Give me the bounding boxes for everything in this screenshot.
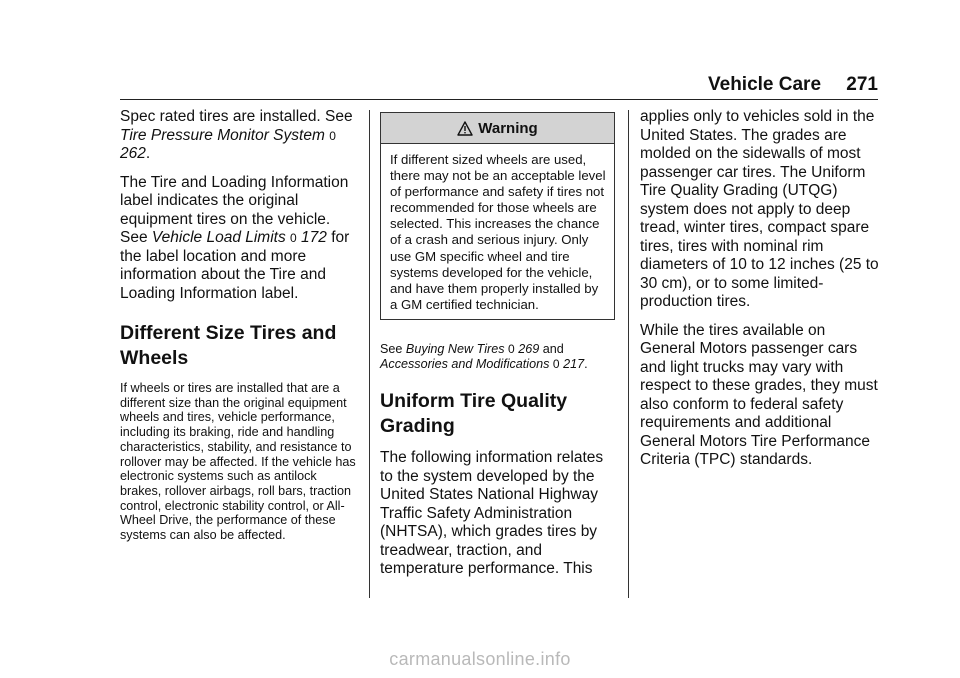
warning-header [381,113,614,144]
section-title: Vehicle Care [708,74,822,95]
paragraph-tire-loading: The Tire and Loading Information label indicates the original equipment tires on the vehicle. See Vehicle Load Limits 0 172 for the label location and more information about the Tire and Loading Information label. [120,173,350,302]
warning-box [380,112,615,320]
paragraph-utqg: The following information relates to the system developed by the United States National Highway Traffic Safety Administration (NHTSA), which grades tires by treadwear, traction, and temperature performance. This [380,449,604,578]
warning-triangle-icon [457,121,473,136]
page-ref-icon: 0 [508,341,515,356]
paragraph-see-also: See Buying New Tires 0 269 and Accessories and Modifications 0 217. [380,341,588,371]
link-buying-new-tires[interactable]: Buying New Tires [405,341,505,356]
heading-utqg: Uniform Tire Quality Grading [380,390,568,438]
column-1 [120,108,358,553]
page-ref-172[interactable]: 172 [301,229,327,246]
page-ref-217[interactable]: 217 [563,356,585,371]
page-ref-269[interactable]: 269 [518,341,540,356]
column-2 [380,108,615,589]
paragraph-spec-rated: Spec rated tires are installed. See Tire Pressure Monitor System 0 262. [120,108,353,162]
link-vehicle-load-limits[interactable]: Vehicle Load Limits [151,229,286,246]
page-header [708,70,878,98]
column-divider-1 [369,110,370,598]
header-rule [120,99,878,100]
page-number: 271 [846,74,878,95]
paragraph-different-size: If wheels or tires are installed that are a different size than the original equipment wheels and tires, vehicle performance, including its braking, ride and handling characteristics, stability, and resistance to rollover may be affected. If the vehicle has electronic systems such as antilock brakes, rollover airbags, roll bars, traction control, electronic stability control, or All-Wheel Drive, the performance of these systems can also be affected. [120,381,356,543]
watermark: carmanualsonline.info [389,649,571,669]
column-divider-2 [628,110,629,598]
paragraph-utqg-continued: applies only to vehicles sold in the United States. The grades are molded on the sidewalls of most passenger car tires. The Uniform Tire Quality Grading (UTQG) system does not apply to deep tread, winter tires, compact spare tires, tires with nominal rim diameters of 10 to 12 inches (25 to 30 cm), or to some limited-production tires. [640,108,879,310]
heading-different-size: Different Size Tires and Wheels [120,322,337,369]
paragraph-gm-standards: While the tires available on General Motors passenger cars and light trucks may vary with respect to these grades, they must also conform to federal safety requirements and additional General Motors Tire Performance Criteria (TPC) standards. [640,321,878,468]
page-ref-icon: 0 [329,128,336,143]
link-tire-pressure-monitor[interactable]: Tire Pressure Monitor System [120,126,325,144]
column-3 [640,108,880,480]
page-ref-icon: 0 [552,356,560,371]
warning-title: Warning [478,119,538,137]
page-ref-icon: 0 [290,231,297,245]
link-accessories-modifications[interactable]: Accessories and Modifications [380,356,550,371]
warning-text: If different sized wheels are used, there may not be an acceptable level of performance and safety if tires not recommended for those wheels are selected. This increases the chance of a crash and serious injury. Only use GM specific wheel and tire systems developed for the vehicle, and have them properly installed by a GM certified technician. [390,152,606,312]
page-ref-262[interactable]: 262 [120,145,146,162]
